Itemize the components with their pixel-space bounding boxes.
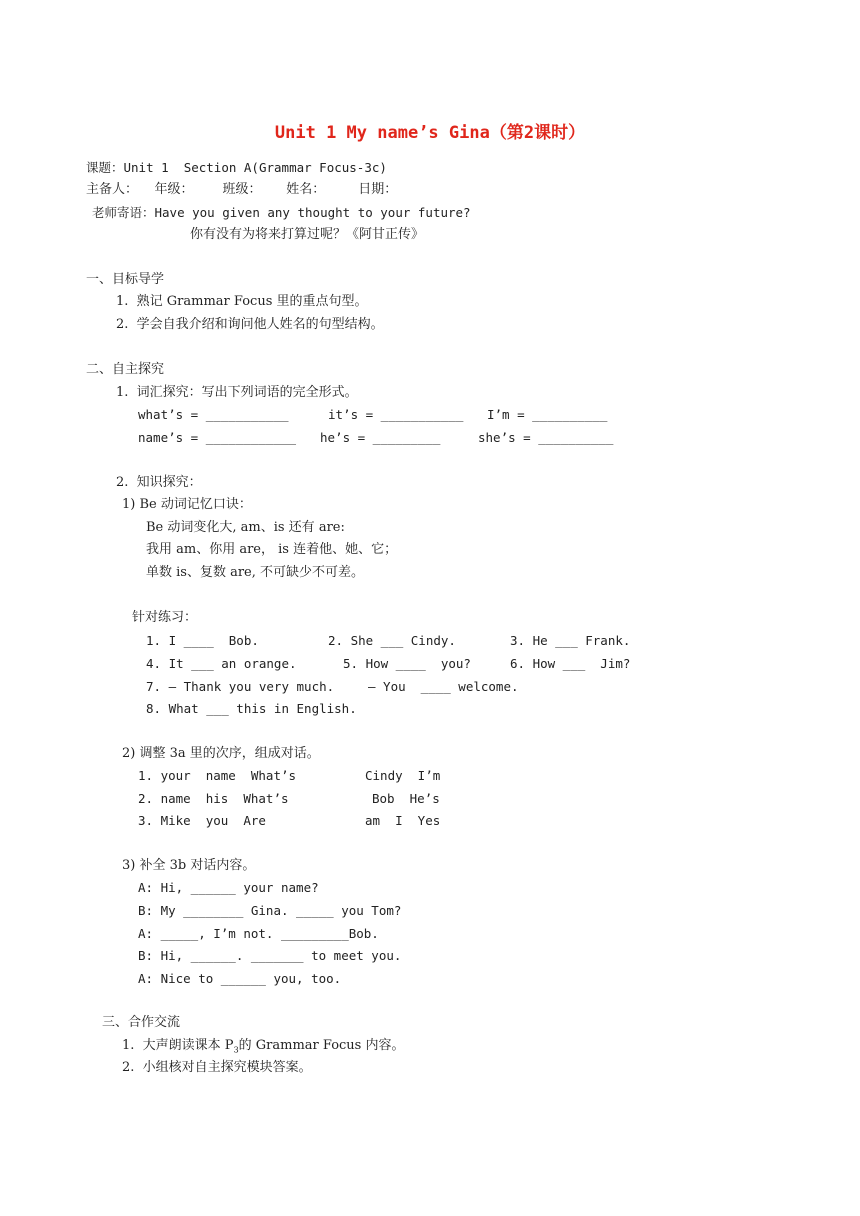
practice-item: 4. It ___ an orange. [146,656,297,671]
practice-item: 2. She ___ Cindy. [328,633,456,648]
reorder-item: 3. Mike you Are [138,813,266,828]
reorder-item: 1. your name What’s [138,768,297,783]
dialog-line: A: Hi, ______ your name? [138,880,319,895]
page-title: Unit 1 My name’s Gina（第2课时） [274,123,586,143]
dialog-line: B: Hi, ______. _______ to meet you. [138,948,402,963]
reorder-item: 2. name his What’s [138,791,289,806]
vocab-blank: she’s = __________ [478,430,614,445]
practice-item: 3. He ___ Frank. [510,633,631,648]
reorder-heading: 2) 调整 3a 里的次序，组成对话。 [122,746,320,761]
be-heading: 1) Be 动词记忆口诀： [122,497,252,512]
vocab-blank: what’s = ___________ [138,407,289,422]
vocab-heading: 1. 词汇探究：写出下列词语的完全形式。 [116,385,358,400]
be-line: Be 动词变化大, am、is 还有 are: [146,520,345,535]
teacher-words: 老师寄语：Have you given any thought to your future? [92,205,471,220]
practice-item: — You ____ welcome. [368,679,519,694]
dialog-heading: 3) 补全 3b 对话内容。 [122,858,256,873]
preparer-line: 主备人： 年级： 班级： 姓名： 日期： [86,182,398,197]
practice-item: 6. How ___ Jim? [510,656,631,671]
vocab-blank: I’m = __________ [487,407,608,422]
be-line: 单数 is、复数 are, 不可缺少不可差。 [146,565,365,580]
section2-heading: 二、自主探究 [86,362,165,377]
dialog-line: A: Nice to ______ you, too. [138,971,342,986]
section3-item-text: 的 Grammar Focus 内容。 [238,1038,405,1053]
teacher-words-cn: 你有没有为将来打算过呢？《阿甘正传》 [190,227,425,242]
reorder-item: Cindy I’m [365,768,441,783]
topic-line: 课题：Unit 1 Section A(Grammar Focus-3c) [86,160,387,175]
page-number-subscript: 3 [233,1045,239,1055]
vocab-blank: it’s = ___________ [328,407,464,422]
vocab-blank: name’s = ____________ [138,430,297,445]
section1-heading: 一、目标导学 [86,272,165,287]
reorder-item: Bob He’s [372,791,440,806]
section3-heading: 三、合作交流 [102,1015,181,1030]
section3-item [122,1038,404,1054]
section3-item: 2. 小组核对自主探究模块答案。 [122,1060,312,1075]
section1-item: 1. 熟记 Grammar Focus 里的重点句型。 [116,294,368,309]
dialog-line: B: My ________ Gina. _____ you Tom? [138,903,402,918]
practice-item: 5. How ____ you? [343,656,471,671]
knowledge-heading: 2. 知识探究： [116,475,202,490]
practice-item: 8. What ___ this in English. [146,701,357,716]
section3-item-text: 1. 大声朗读课本 P [122,1038,234,1053]
vocab-blank: he’s = _________ [320,430,441,445]
practice-item: 7. — Thank you very much. [146,679,335,694]
practice-heading: 针对练习： [132,610,198,625]
practice-item: 1. I ____ Bob. [146,633,259,648]
be-line: 我用 am、你用 are， is 连着他、她、它； [146,542,398,557]
dialog-line: A: _____, I’m not. _________Bob. [138,926,379,941]
reorder-item: am I Yes [365,813,441,828]
section1-item: 2. 学会自我介绍和询问他人姓名的句型结构。 [116,317,384,332]
